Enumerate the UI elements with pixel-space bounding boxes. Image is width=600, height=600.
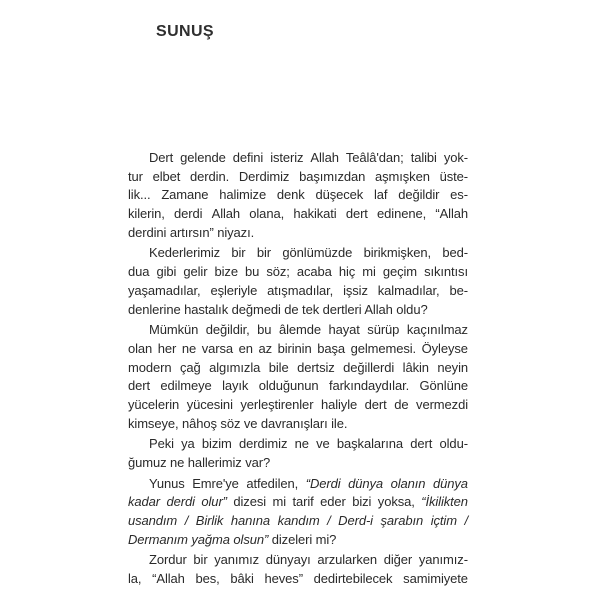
word: Allah <box>310 150 339 165</box>
paragraph <box>128 435 468 472</box>
word: değildir <box>398 187 440 203</box>
word: “Allah <box>435 206 468 222</box>
word: sıkıntısı <box>424 264 468 280</box>
text-line <box>128 570 468 589</box>
word: başımızdan <box>299 168 366 184</box>
word: eder <box>320 494 346 510</box>
text-line <box>128 149 468 168</box>
word: hanına <box>230 513 271 529</box>
word: dert <box>364 396 387 412</box>
word: bes, <box>195 571 220 587</box>
word: dünya <box>433 475 468 491</box>
text-line <box>128 340 468 359</box>
word: lâkin <box>402 359 429 375</box>
word: Kederlerimiz <box>149 245 221 261</box>
word: edilmeye <box>160 378 212 394</box>
word: yücesini <box>186 396 233 412</box>
word: işsiz <box>343 282 368 298</box>
word: dünyayı <box>265 552 311 568</box>
word: hakikati <box>293 206 337 222</box>
word: diğer <box>383 552 413 568</box>
word: mi <box>362 264 376 280</box>
text-line <box>128 493 468 512</box>
text-line <box>128 359 468 378</box>
paragraph <box>128 149 468 242</box>
word: yanımız <box>214 552 260 568</box>
paragraph <box>128 475 468 550</box>
word: geçim <box>382 264 418 280</box>
body-text <box>128 149 468 591</box>
word: haliyle <box>320 396 358 412</box>
word: vermezdi <box>416 396 468 412</box>
word: olanın <box>390 475 426 491</box>
word: bâki <box>230 571 254 587</box>
word: gönlümüzde <box>282 245 353 261</box>
word: gelmemesi. <box>350 340 417 356</box>
word: olduğunun <box>258 378 319 394</box>
word: olan <box>128 340 153 356</box>
word: başkalarına <box>336 436 403 452</box>
word: defini <box>232 150 264 165</box>
word: be- <box>449 282 468 298</box>
word: oldu- <box>439 436 468 452</box>
word: dedirtebilecek <box>313 571 393 587</box>
word: layık <box>222 378 249 394</box>
word: samimiyete <box>403 571 468 587</box>
word: düşecek <box>315 187 364 203</box>
word: Allah <box>211 206 241 222</box>
word: gibi <box>156 264 177 280</box>
word: / <box>184 513 189 529</box>
text-line <box>128 186 468 205</box>
paragraph <box>128 244 468 319</box>
text-segment: derdini artırsın” niyazı. <box>128 224 255 240</box>
word: üste- <box>439 168 468 184</box>
word: en <box>238 340 253 356</box>
paragraph <box>128 321 468 433</box>
word: isteriz <box>270 150 304 165</box>
word: atfedilen, <box>246 475 299 491</box>
word: içtim <box>430 513 457 529</box>
word: arzularken <box>317 552 378 568</box>
word: lik... <box>128 187 151 203</box>
text-segment: kimseye, nâhoş söz ve davranışları ile. <box>128 415 348 431</box>
word: Derdimiz <box>238 168 290 184</box>
word: yanımız- <box>418 552 468 568</box>
paragraph <box>128 551 468 588</box>
word: ne <box>294 436 309 452</box>
word: bize <box>214 264 238 280</box>
text-line <box>128 415 468 434</box>
word: de <box>394 396 409 412</box>
word: ya <box>181 436 195 452</box>
word: ne <box>181 340 197 356</box>
word: Emre'ye <box>192 475 239 491</box>
word: kadar <box>128 494 161 510</box>
word: bizim <box>201 436 232 452</box>
text-segment: ğumuz ne hallerimiz var? <box>128 455 271 470</box>
text-line <box>128 454 468 473</box>
word: modern <box>128 359 172 375</box>
text-line <box>128 205 468 224</box>
word: çağ <box>179 359 201 375</box>
text-line <box>128 396 468 415</box>
word: bile <box>268 359 289 375</box>
word: dert <box>410 436 433 452</box>
word: birikmişken, <box>363 245 431 261</box>
word: neyin <box>437 359 468 375</box>
word: derdin. <box>190 168 230 184</box>
word: halimize <box>219 187 267 203</box>
word: bed- <box>442 245 468 261</box>
word: algımızla <box>209 359 261 375</box>
word: olur” <box>201 494 227 510</box>
text-line <box>128 512 468 531</box>
word: usandım <box>128 513 178 529</box>
text-line <box>128 551 468 570</box>
word: acaba <box>296 264 332 280</box>
word: aşmışken <box>375 168 430 184</box>
word: ve <box>316 436 330 452</box>
word: şarabın <box>380 513 424 529</box>
text-line <box>128 531 468 550</box>
text-line <box>128 475 468 494</box>
word: bir <box>193 552 208 568</box>
word: Zordur <box>149 552 187 568</box>
word: heves” <box>264 571 303 587</box>
word: Birlik <box>195 513 224 529</box>
word: kandım <box>277 513 320 529</box>
word: Derd-i <box>338 513 373 529</box>
word: dizesi <box>233 494 267 510</box>
word: “Derdi <box>305 475 341 491</box>
word: “İkilikten <box>421 494 468 510</box>
word: Mümkün <box>149 322 199 338</box>
word: yok- <box>443 150 468 165</box>
text-line <box>128 168 468 187</box>
word: eşleriyle <box>210 282 258 298</box>
word: bir <box>256 245 272 261</box>
page-title: SUNUŞ <box>156 23 215 40</box>
word: derdi <box>166 494 195 510</box>
word: değillerdi <box>343 359 395 375</box>
word: farkındaydılar. <box>328 378 410 394</box>
word: kalmadılar, <box>377 282 440 298</box>
word: Öyleyse <box>421 340 468 356</box>
word: her <box>157 340 177 356</box>
word: mi <box>272 494 287 510</box>
text-segment: dizeleri mi? <box>268 531 337 547</box>
text-line <box>128 301 468 320</box>
word: gelir <box>183 264 208 280</box>
word: yoksa, <box>377 494 415 510</box>
word: atışmadılar, <box>267 282 334 298</box>
text-line <box>128 263 468 282</box>
word: varsa <box>201 340 234 356</box>
text-line <box>128 282 468 301</box>
word: dünya <box>348 475 384 491</box>
word: Dert <box>149 150 174 165</box>
word: tur <box>128 168 143 184</box>
word: yaşamadılar, <box>128 282 201 298</box>
word: “Allah <box>152 571 185 587</box>
text-line <box>128 224 468 243</box>
text-line <box>128 377 468 396</box>
word: bir <box>231 245 246 261</box>
word: bu <box>257 322 272 338</box>
word: hayat <box>328 322 360 338</box>
word: elbet <box>152 168 181 184</box>
word: söz; <box>266 264 290 280</box>
word: tarif <box>292 494 314 510</box>
word: yücelerin <box>128 396 180 412</box>
word: sürüp <box>367 322 400 338</box>
word: Zamane <box>161 187 209 203</box>
word: başa <box>317 340 345 356</box>
word: kaçınılmaz <box>406 322 468 338</box>
word: dert <box>345 206 368 222</box>
word: derdimiz <box>239 436 288 452</box>
word: talibi <box>410 150 437 165</box>
text-line <box>128 435 468 454</box>
word: olana, <box>249 206 285 222</box>
word: Gönlüne <box>419 378 468 394</box>
word: gelende <box>180 150 226 165</box>
word: derdi <box>173 206 203 222</box>
word: Peki <box>149 436 174 452</box>
word: / <box>464 513 468 529</box>
word: bu <box>245 264 260 280</box>
word: yerleştirenler <box>240 396 314 412</box>
word: dertsiz <box>297 359 335 375</box>
word: la, <box>128 571 142 587</box>
word: Teâlâ'dan; <box>345 150 404 165</box>
word: laf <box>374 187 388 203</box>
word: denk <box>276 187 305 203</box>
word: kilerin, <box>128 206 165 222</box>
word: bizi <box>352 494 372 510</box>
word: es- <box>450 187 468 203</box>
word: dert <box>128 378 151 394</box>
word: dua <box>128 264 150 280</box>
word: az <box>258 340 273 356</box>
word: hiç <box>338 264 356 280</box>
word: Yunus <box>149 475 185 491</box>
text-segment: denlerine hastalık değmedi de tek dertleri Allah oldu? <box>128 301 428 317</box>
word: edinene, <box>377 206 427 222</box>
word: birinin <box>277 340 312 356</box>
word: değildir, <box>205 322 250 338</box>
text-line <box>128 244 468 263</box>
text-line <box>128 321 468 340</box>
text-segment: Dermanım yağma olsun” <box>128 531 269 547</box>
word: / <box>327 513 331 529</box>
word: âlemde <box>278 322 321 338</box>
